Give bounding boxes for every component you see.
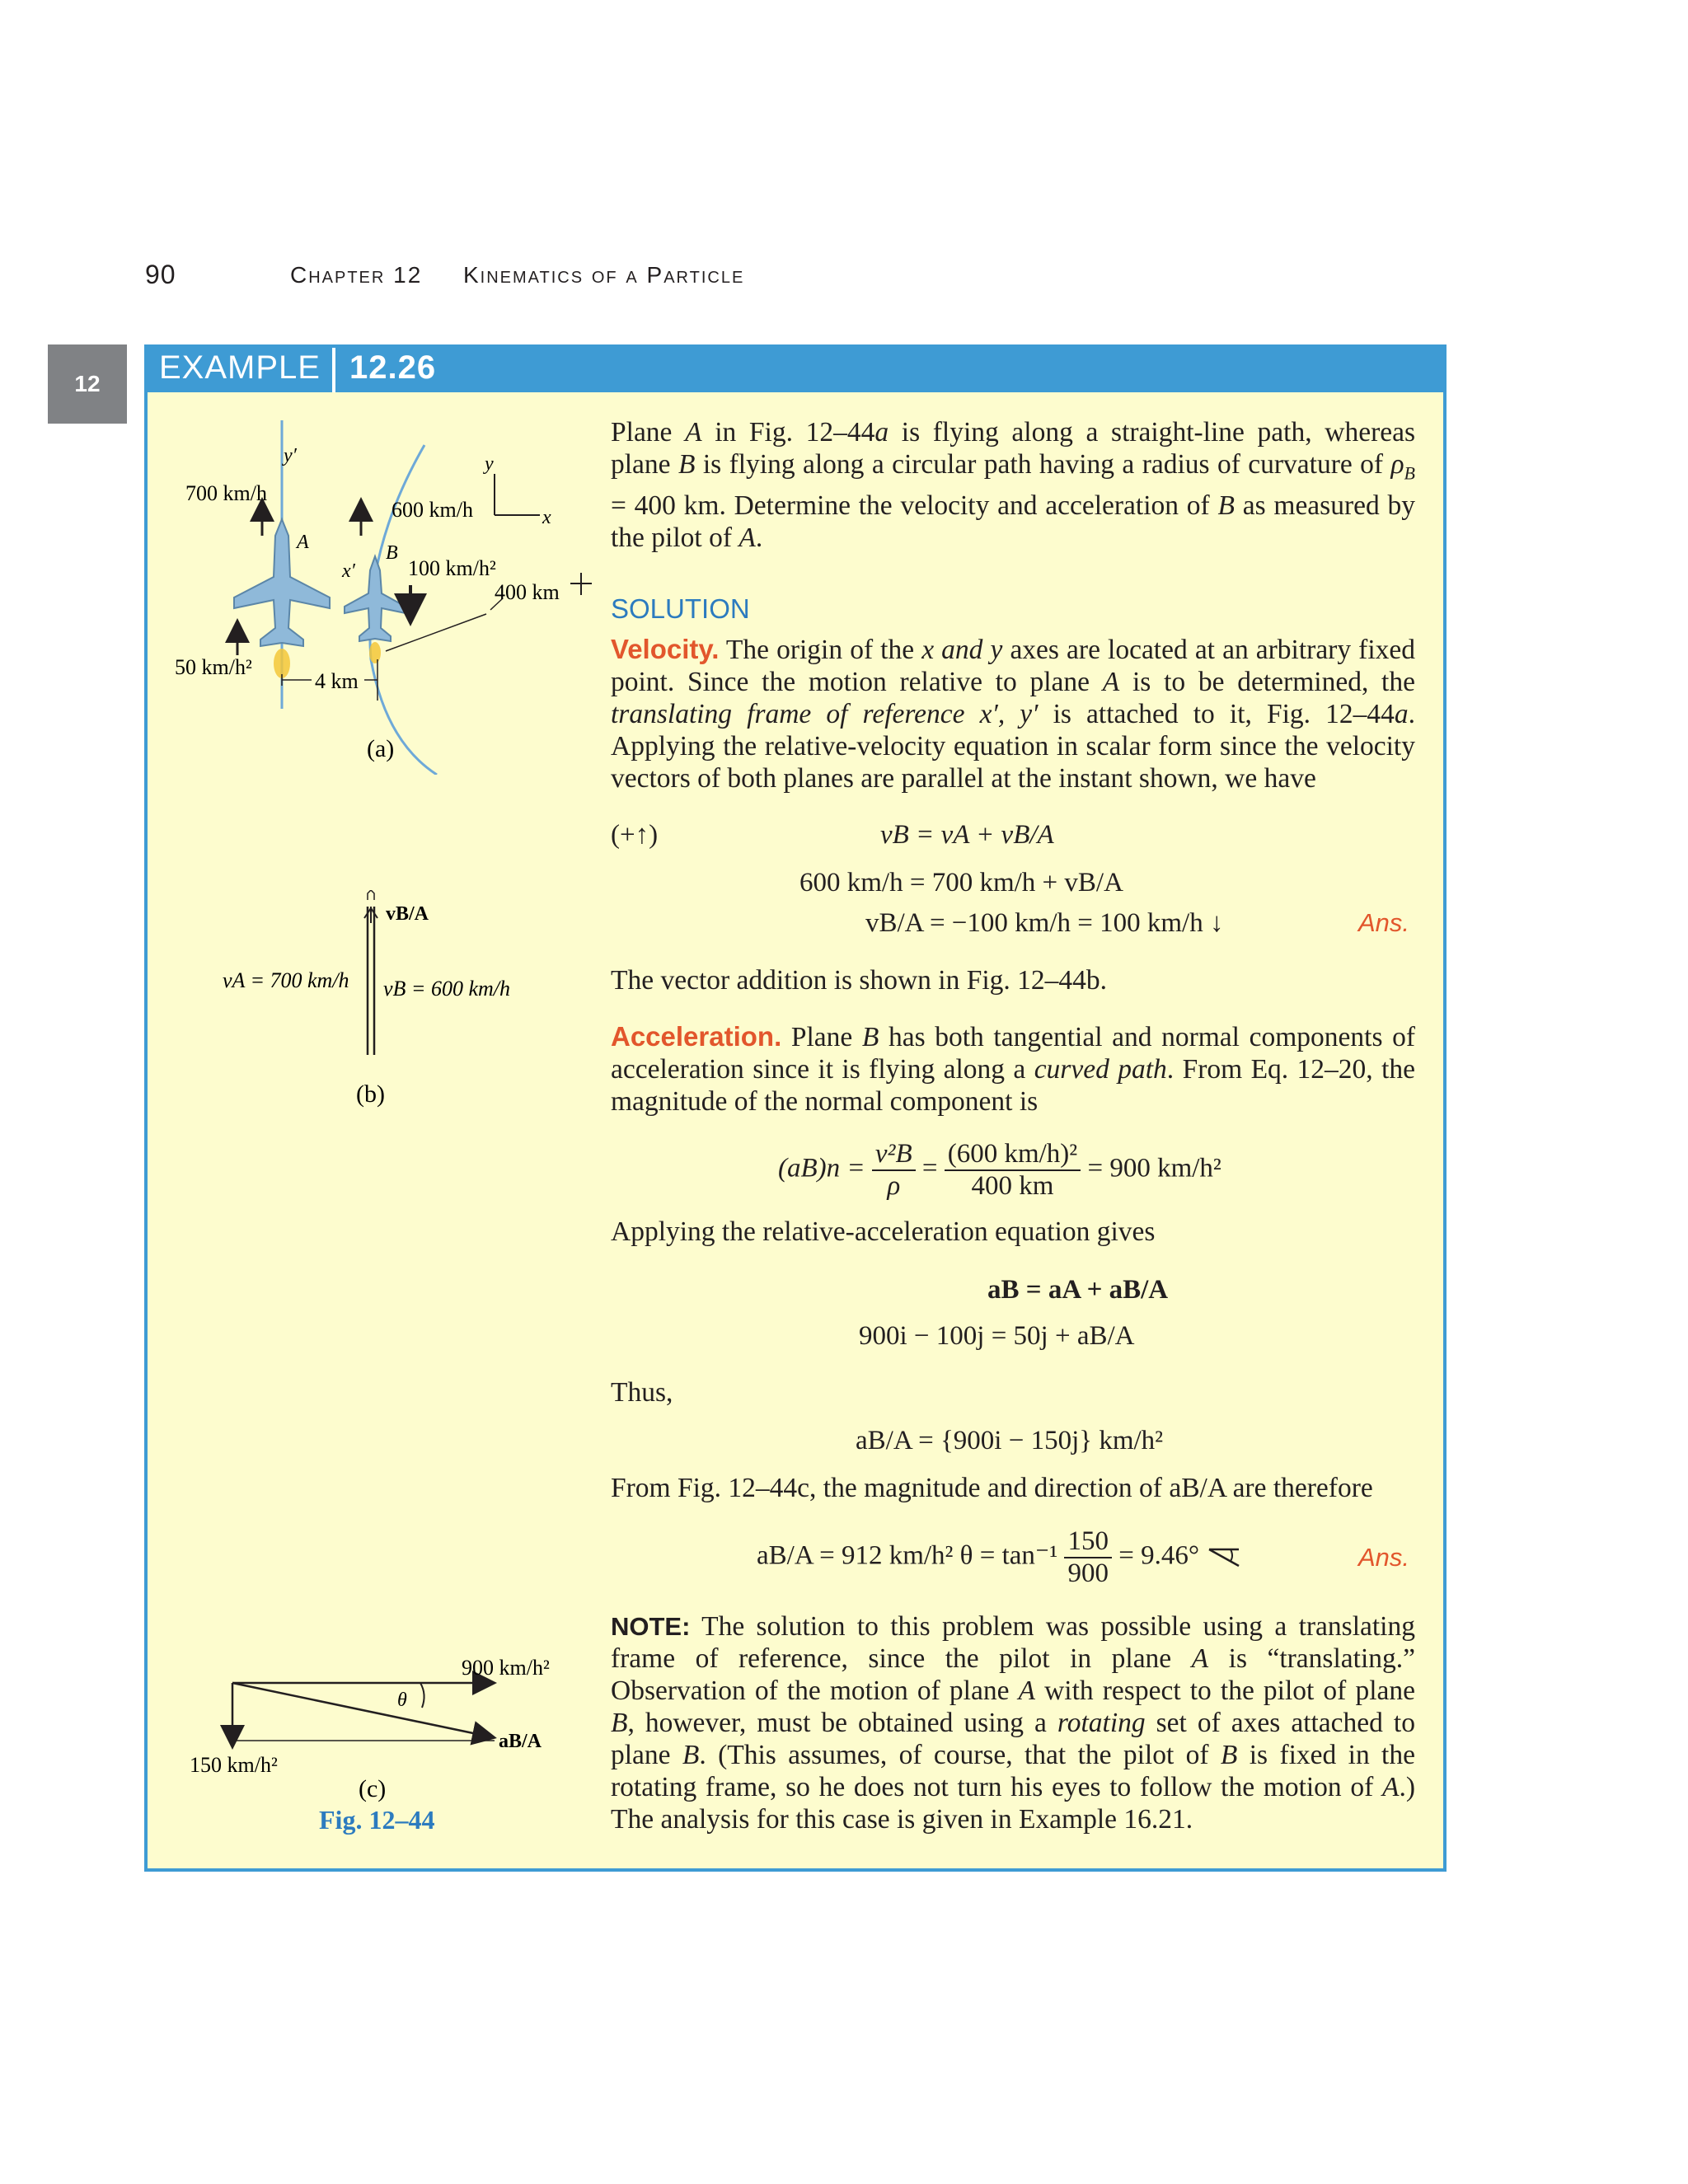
equation-7: aB/A = 912 km/h² θ = tan⁻¹ $\frac{150}{900}$ = 9.46° bbox=[757, 1526, 1242, 1589]
figure-a bbox=[165, 412, 593, 775]
from-fig-text: From Fig. 12–44c, the magnitude and direction of aB/A are therefore bbox=[611, 1473, 1373, 1503]
note-paragraph: NOTE: The solution to this problem was possible using a translating frame of reference, since the pilot in plane A is “translating.” Observation of the motion of plane A with respect to the pilot of plane B, however, must be obtained using a rotating set of axes attached to plane B. (This assumes, of course, that the pilot of B is fixed in the rotating frame, so he does not turn his eyes to follow the motion of A.) The analysis for this case is given in Example 16.21. bbox=[611, 1611, 1415, 1835]
answer-label-1: Ans. bbox=[1358, 908, 1410, 937]
fig-c-label: (c) bbox=[359, 1775, 387, 1802]
fig-a-plane-b-label: B bbox=[386, 542, 398, 564]
chapter-label: Chapter 12 bbox=[290, 262, 423, 288]
fig-b-va-label: vA = 700 km/h bbox=[223, 968, 349, 992]
example-divider bbox=[332, 348, 335, 392]
thus-text: Thus, bbox=[611, 1377, 673, 1408]
angle-direction-icon bbox=[1206, 1546, 1242, 1569]
fig-a-dist-label: 4 km bbox=[315, 669, 359, 693]
equation-4: aB = aA + aB/A bbox=[987, 1275, 1169, 1305]
fig-a-vb-label: 600 km/h bbox=[392, 498, 473, 522]
fig-b-vba-label: vB/A bbox=[386, 903, 429, 925]
chapter-side-tab: 12 bbox=[48, 344, 127, 424]
fig-a-ab-label: 100 km/h² bbox=[408, 556, 496, 580]
equation-3: vB/A = −100 km/h = 100 km/h ↓ bbox=[865, 908, 1224, 938]
acceleration-paragraph: Acceleration. Plane B has both tangential and normal components of acceleration since it is flying along a curved path. From Eq. 12–20, the magnitude of the normal component is bbox=[611, 1021, 1415, 1117]
fig-c-aba-label: aB/A bbox=[499, 1731, 542, 1752]
fig-a-yprime-label: y′ bbox=[284, 445, 297, 466]
chapter-title: Kinematics of a Particle bbox=[463, 262, 745, 288]
fig-a-xprime-label: x′ bbox=[342, 560, 355, 582]
figure-b bbox=[214, 890, 560, 1121]
fig-b-vb-label: vB = 600 km/h bbox=[383, 977, 511, 1001]
fig-c-theta-label: θ bbox=[397, 1690, 407, 1711]
example-title-bar bbox=[148, 348, 1443, 392]
sign-convention: (+↑) bbox=[611, 820, 659, 850]
velocity-heading: Velocity. bbox=[611, 634, 720, 664]
fig-a-plane-a-label: A bbox=[297, 532, 309, 553]
fig-a-label: (a) bbox=[367, 735, 395, 762]
fig-c-left-label: 150 km/h² bbox=[190, 1753, 278, 1777]
solution-heading: SOLUTION bbox=[611, 593, 750, 624]
relative-acc-text: Applying the relative-acceleration equation gives bbox=[611, 1216, 1156, 1247]
velocity-paragraph: Velocity. The origin of the x and y axes are located at an arbitrary fixed point. Since the motion relative to plane A is to be determined, the translating frame of reference x′, y′ is attached to it, Fig. 12–44a. Applying the relative-velocity equation in scalar form since the velocity vectors of both planes are parallel at the instant shown, we have bbox=[611, 634, 1416, 794]
fig-a-radius-label: 400 km bbox=[495, 580, 560, 604]
fig-c-top-label: 900 km/h² bbox=[462, 1656, 550, 1680]
normal-acc-equation: (aB)n = $\frac{\text{v²B}}{\rho}$ = $\frac{\text{(600 km/h)²}}{400 km}$ = 900 km/h² bbox=[778, 1139, 1221, 1201]
vector-addition-text: The vector addition is shown in Fig. 12–44b. bbox=[611, 965, 1108, 996]
example-number: 12.26 bbox=[349, 349, 437, 386]
example-label: EXAMPLE bbox=[159, 349, 321, 386]
fig-b-label: (b) bbox=[356, 1080, 385, 1108]
page-number: 90 bbox=[145, 260, 176, 289]
equation-2: 600 km/h = 700 km/h + vB/A bbox=[799, 868, 1123, 898]
equation-5: 900i − 100j = 50j + aB/A bbox=[859, 1321, 1135, 1351]
fig-a-aa-label: 50 km/h² bbox=[175, 655, 252, 679]
figure-caption: Fig. 12–44 bbox=[319, 1805, 435, 1835]
equation-6: aB/A = {900i − 150j} km/h² bbox=[856, 1426, 1164, 1455]
fig-a-x-label: x bbox=[542, 507, 551, 528]
fig-a-y-label: y bbox=[485, 453, 494, 475]
answer-label-2: Ans. bbox=[1358, 1543, 1410, 1572]
fig-a-va-label: 700 km/h bbox=[185, 481, 267, 505]
acceleration-heading: Acceleration. bbox=[611, 1021, 782, 1052]
equation-1: vB = vA + vB/A bbox=[880, 820, 1054, 850]
problem-statement: Plane A in Fig. 12–44a is flying along a straight-line path, whereas plane B is flying along a circular path having a radius of curvature of $\rho_B = 400$ km. Determine the velocity and acceleration of B as measured by the pilot of A. bbox=[611, 417, 1416, 553]
figure-c bbox=[181, 1624, 577, 1813]
